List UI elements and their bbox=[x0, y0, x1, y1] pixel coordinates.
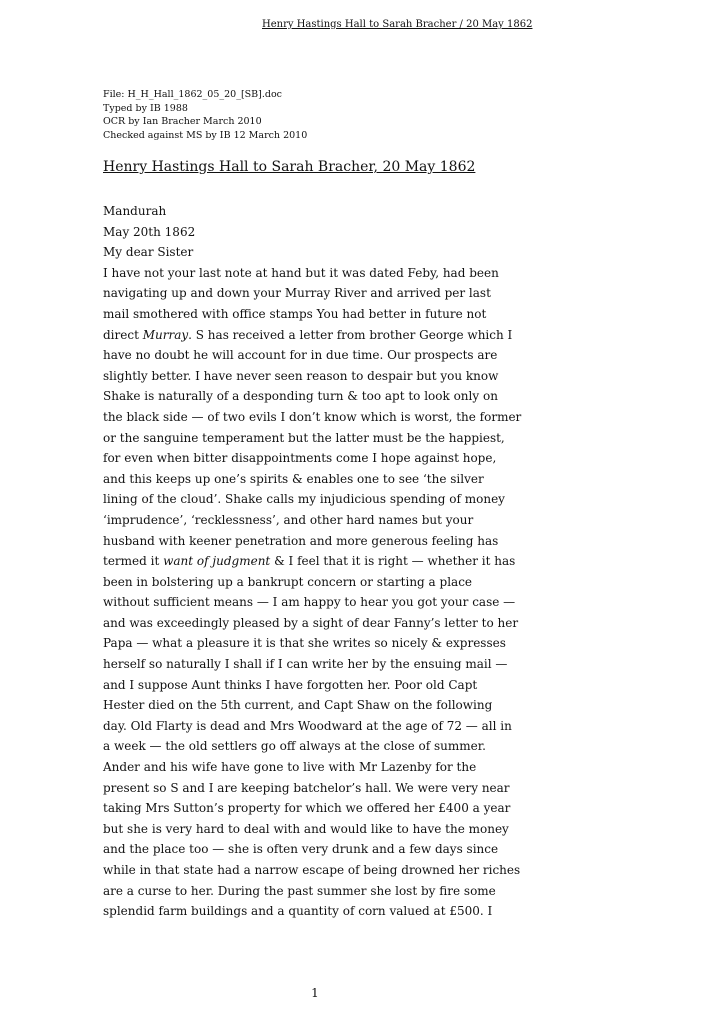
letter-line: I have not your last note at hand but it was dated Feby, had been bbox=[103, 265, 499, 280]
letter-line: ‘imprudence’, ‘recklessness’, and other hard names but your bbox=[103, 512, 474, 527]
letter-line: mail smothered with office stamps You had better in future not bbox=[103, 306, 487, 321]
letter-line: husband with keener penetration and more generous feeling has bbox=[103, 533, 499, 548]
file-meta-line: Checked against MS by IB 12 March 2010 bbox=[103, 129, 308, 141]
letter-line: a week — the old settlers go off always at the close of summer. bbox=[103, 739, 486, 754]
letter-line-segment: termed it bbox=[103, 554, 164, 569]
letter-line: slightly better. I have never seen reason to despair but you know bbox=[103, 368, 499, 383]
letter-line: are a curse to her. During the past summer she lost by fire some bbox=[103, 883, 496, 898]
letter-line: Shake is naturally of a desponding turn & too apt to look only on bbox=[103, 389, 498, 404]
letter-line: and the place too — she is often very drunk and a few days since bbox=[103, 842, 499, 857]
letter-line: and was exceedingly pleased by a sight of dear Fanny’s letter to her bbox=[103, 615, 519, 630]
file-meta-line: OCR by Ian Bracher March 2010 bbox=[103, 116, 262, 127]
letter-line: navigating up and down your Murray River and arrived per last bbox=[103, 286, 491, 301]
letter-line: herself so naturally I shall if I can write her by the ensuing mail — bbox=[103, 657, 508, 672]
letter-line-italic: Murray bbox=[142, 327, 189, 342]
letter-line: but she is very hard to deal with and would like to have the money bbox=[103, 821, 509, 836]
file-metadata bbox=[103, 88, 307, 142]
letter-line: without sufficient means — I am happy to hear you got your case — bbox=[103, 595, 516, 610]
letter-line: lining of the cloud’. Shake calls my injudicious spending of money bbox=[103, 492, 505, 507]
letter-place: Mandurah bbox=[103, 204, 167, 218]
letter-line: the black side — of two evils I don’t know which is worst, the former bbox=[103, 409, 522, 424]
letter-line: Hester died on the 5th current, and Capt Shaw on the following bbox=[103, 698, 493, 713]
letter-line: present so S and I are keeping batchelor’s hall. We were very near bbox=[103, 780, 510, 795]
letter-line: and this keeps up one’s spirits & enables one to see ‘the silver bbox=[103, 471, 484, 486]
document-title: Henry Hastings Hall to Sarah Bracher, 20 May 1862 bbox=[103, 159, 476, 175]
letter-line bbox=[103, 551, 523, 572]
letter-line-segment: direct bbox=[103, 327, 143, 342]
letter-line: for even when bitter disappointments come I hope against hope, bbox=[103, 451, 497, 466]
letter-line: and I suppose Aunt thinks I have forgotten her. Poor old Capt bbox=[103, 677, 478, 692]
letter-date: May 20th 1862 bbox=[103, 224, 196, 239]
letter-line: Ander and his wife have gone to live with Mr Lazenby for the bbox=[103, 760, 477, 775]
letter-line: taking Mrs Sutton’s property for which we offered her £400 a year bbox=[103, 801, 511, 816]
letter-line-segment: & I feel that it is right — whether it has bbox=[270, 554, 516, 569]
file-meta-line: File: H_H_Hall_1862_05_20_[SB].doc bbox=[103, 89, 283, 100]
page-number: 1 bbox=[311, 986, 319, 1000]
letter-body bbox=[103, 201, 523, 922]
letter-line: or the sanguine temperament but the latter must be the happiest, bbox=[103, 430, 505, 445]
letter-line-italic: want of judgment bbox=[163, 554, 271, 569]
letter-salutation: My dear Sister bbox=[103, 245, 194, 260]
letter-line: been in bolstering up a bankrupt concern or starting a place bbox=[103, 574, 473, 589]
letter-text bbox=[103, 263, 523, 922]
letter-line: day. Old Flarty is dead and Mrs Woodward at the age of 72 — all in bbox=[103, 718, 512, 733]
letter-line: while in that state had a narrow escape of being drowned her riches bbox=[103, 863, 521, 877]
file-meta-line: Typed by IB 1988 bbox=[103, 102, 188, 114]
letter-line: Papa — what a pleasure it is that she writes so nicely & expresses bbox=[103, 636, 506, 651]
running-header: Henry Hastings Hall to Sarah Bracher / 20 May 1862 bbox=[262, 19, 533, 30]
letter-line: splendid farm buildings and a quantity of corn valued at £500. I bbox=[103, 904, 493, 919]
letter-line-segment: . S has received a letter from brother George which I bbox=[188, 327, 513, 342]
letter-line: have no doubt he will account for in due time. Our prospects are bbox=[103, 348, 498, 363]
letter-line bbox=[103, 325, 523, 346]
